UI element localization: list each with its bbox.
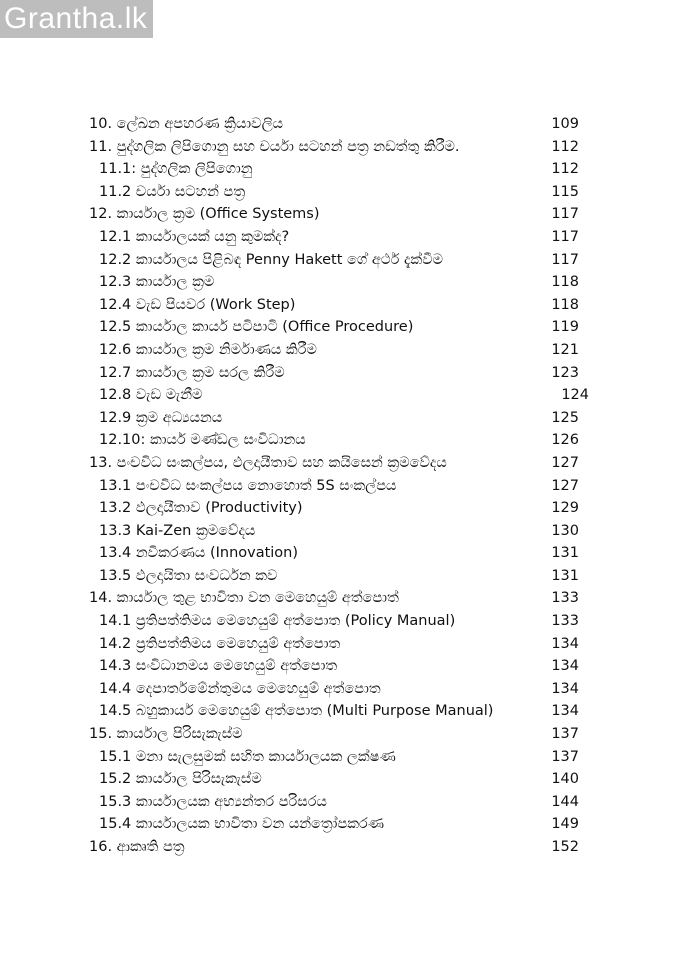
toc-entry-title: 15.3 කාර්යාලයක අභ්‍යන්තර පරිසරය	[99, 793, 327, 810]
toc-entry-title: 13.5 ඵලදායිතා සංවර්ධන කව	[99, 567, 278, 584]
toc-entry-title: 13.4 නවීකරණය (Innovation)	[99, 545, 299, 562]
toc-section-row	[0, 700, 676, 723]
toc-page-number: 134	[551, 658, 579, 675]
toc-entry-title: 12.6 කාර්යාල ක්‍රම නිර්මාණය කිරීම	[99, 341, 317, 358]
toc-entry-title: 12.3 කාර්යාල ක්‍රම	[99, 274, 215, 291]
toc-chapter-row	[0, 113, 676, 136]
toc-entry-title: 13.1 පංචවිධ සංකල්පය නොහොත් 5S සංකල්පය	[99, 477, 397, 494]
toc-section-row	[0, 520, 676, 543]
toc-section-row	[0, 249, 676, 272]
toc-section-row	[0, 362, 676, 385]
toc-section-row	[0, 475, 676, 498]
toc-entry-title: 12. කාර්යාල ක්‍රම (Office Systems)	[89, 206, 320, 223]
toc-entry-title: 13. පංචවිධ සංකල්පය, ඵලදායීතාව සහ කයිසෙන් ක්‍රමවේදය	[89, 454, 447, 471]
toc-section-row	[0, 678, 676, 701]
toc-page-number: 112	[551, 161, 579, 178]
toc-entry-title: 14.5 බහුකාර්ය මෙහෙයුම් අත්පොත (Multi Purpose Manual)	[99, 703, 494, 720]
toc-section-row	[0, 542, 676, 565]
toc-entry-title: 12.4 වැඩ පියවර (Work Step)	[99, 296, 296, 313]
toc-page-number: 152	[551, 839, 579, 855]
toc-page-number: 131	[551, 545, 579, 562]
toc-page-number: 126	[551, 432, 579, 449]
toc-entry-title: 12.9 ක්‍රම අධ්‍යයනය	[99, 409, 223, 426]
toc-page-number: 140	[551, 771, 579, 788]
toc-section-row	[0, 316, 676, 339]
toc-section-row	[0, 497, 676, 520]
toc-entry-title: 12.5 කාර්යාල කාර්ය පටිපාටි (Office Procedure)	[99, 319, 414, 336]
toc-page-number: 123	[551, 364, 579, 381]
toc-section-row	[0, 655, 676, 678]
toc-page-number: 117	[551, 251, 579, 268]
toc-section-row	[0, 294, 676, 317]
toc-chapter-row	[0, 452, 676, 475]
toc-section-row	[0, 271, 676, 294]
toc-entry-title: 16. ආකෘති පත්‍ර	[89, 839, 185, 855]
toc-section-row	[0, 339, 676, 362]
toc-page-number: 134	[551, 680, 579, 697]
toc-page-number: 118	[551, 296, 579, 313]
table-of-contents	[0, 113, 676, 859]
toc-entry-title: 12.1 කාර්යාලයක් යනු කුමක්ද?	[99, 228, 290, 245]
toc-page-number: 137	[551, 748, 579, 765]
toc-section-row	[0, 768, 676, 791]
toc-entry-title: 11.1: පුද්ගලික ලිපිගොනු	[99, 161, 253, 178]
toc-entry-title: 12.8 වැඩ මැනීම	[99, 387, 203, 404]
toc-chapter-row	[0, 136, 676, 159]
toc-section-row	[0, 407, 676, 430]
toc-page-number: 124	[561, 387, 589, 404]
toc-section-row	[0, 429, 676, 452]
toc-page-number: 115	[551, 183, 579, 200]
toc-section-row	[0, 181, 676, 204]
toc-page-number: 117	[551, 228, 579, 245]
toc-entry-title: 14. කාර්යාල තුළ භාවිතා වන මෙහෙයුම් අත්පොත්	[89, 590, 399, 607]
toc-entry-title: 14.2 ප්‍රතිපත්තිමය මෙහෙයුම් අත්පොත	[99, 635, 341, 652]
toc-page-number: 133	[551, 590, 579, 607]
toc-entry-title: 14.1 ප්‍රතිපත්තිමය මෙහෙයුම් අත්පොත (Policy Manual)	[99, 613, 456, 630]
toc-entry-title: 12.2 කාර්යාලය පිළිබඳ Penny Hakett ගේ අර්ථ දැක්වීම	[99, 251, 444, 268]
toc-page-number: 134	[551, 703, 579, 720]
toc-entry-title: 13.2 ඵලදායීතාව (Productivity)	[99, 500, 303, 517]
toc-page-number: 121	[551, 341, 579, 358]
toc-chapter-row	[0, 723, 676, 746]
toc-entry-title: 12.10: කාර්ය මණ්ඩල සංවිධානය	[99, 432, 306, 449]
toc-page-number: 109	[551, 116, 579, 132]
toc-page-number: 112	[551, 138, 579, 155]
toc-section-row	[0, 791, 676, 814]
toc-entry-title: 15.1 මනා සැලසුමක් සහිත කාර්යාලයක ලක්ෂණ	[99, 748, 396, 765]
toc-chapter-row	[0, 836, 676, 859]
toc-page-number: 131	[551, 567, 579, 584]
toc-section-row	[0, 158, 676, 181]
toc-section-row	[0, 813, 676, 836]
toc-page-number: 133	[551, 613, 579, 630]
toc-entry-title: 15.2 කාර්යාල පිරිසැකැස්ම	[99, 771, 262, 788]
toc-entry-title: 14.3 සංවිධානමය මෙහෙයුම් අත්පොත	[99, 658, 338, 675]
toc-page-number: 130	[551, 522, 579, 539]
toc-entry-title: 11.2 චර්යා සටහන් පත්‍ර	[99, 183, 246, 200]
toc-section-row	[0, 384, 676, 407]
toc-section-row	[0, 610, 676, 633]
toc-page-number: 149	[551, 816, 579, 833]
toc-entry-title: 14.4 දෙපාර්තමේන්තුමය මෙහෙයුම් අත්පොත	[99, 680, 381, 697]
toc-section-row	[0, 633, 676, 656]
toc-section-row	[0, 565, 676, 588]
toc-page-number: 117	[551, 206, 579, 223]
toc-page-number: 144	[551, 793, 579, 810]
toc-section-row	[0, 746, 676, 769]
toc-entry-title: 11. පුද්ගලික ලිපිගොනු සහ චර්යා සටහන් පත්‍ර නඩත්තු කිරීම.	[89, 138, 460, 155]
toc-page-number: 129	[551, 500, 579, 517]
toc-page-number: 118	[551, 274, 579, 291]
toc-page-number: 127	[551, 454, 579, 471]
toc-entry-title: 13.3 Kai-Zen ක්‍රමවේදය	[99, 522, 256, 539]
toc-page-number: 137	[551, 726, 579, 743]
toc-page-number: 119	[551, 319, 579, 336]
toc-entry-title: 15. කාර්යාල පිරිසැකැස්ම	[89, 726, 243, 743]
toc-chapter-row	[0, 203, 676, 226]
toc-section-row	[0, 226, 676, 249]
toc-chapter-row	[0, 587, 676, 610]
toc-page-number: 134	[551, 635, 579, 652]
toc-entry-title: 10. ලේඛන අපහරණ ක්‍රියාවලිය	[89, 116, 284, 132]
toc-page-number: 127	[551, 477, 579, 494]
toc-entry-title: 15.4 කාර්යාලයක භාවිතා වන යන්ත්‍රෝපකරණ	[99, 816, 385, 833]
toc-page-number: 125	[551, 409, 579, 426]
toc-entry-title: 12.7 කාර්යාල ක්‍රම සරල කිරීම	[99, 364, 285, 381]
watermark-logo: Grantha.lk	[0, 0, 153, 38]
